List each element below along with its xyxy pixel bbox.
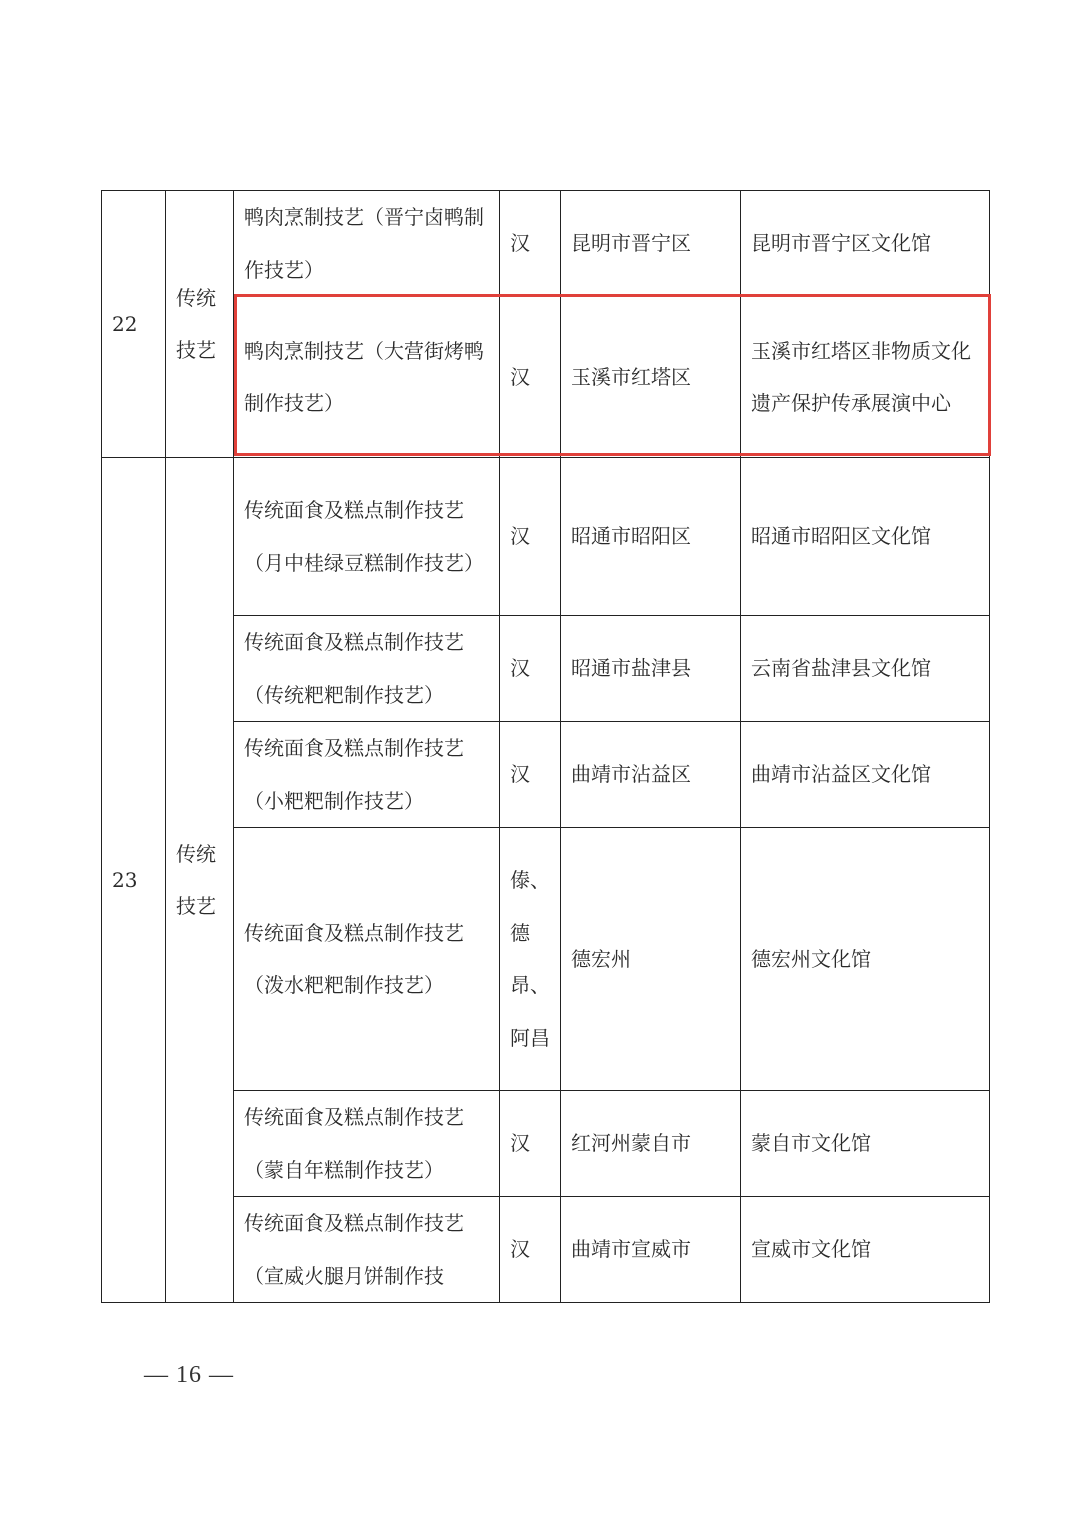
table-row <box>102 616 990 722</box>
project-name: 传统面食及糕点制作技艺（宣威火腿月饼制作技 <box>234 1197 500 1303</box>
unit-cell: 德宏州文化馆 <box>741 828 990 1091</box>
ethnicity-cell: 汉 <box>500 1091 561 1197</box>
unit-cell: 玉溪市红塔区非物质文化遗产保护传承展演中心 <box>741 297 990 458</box>
table-row <box>102 828 990 1091</box>
region-cell: 曲靖市宣威市 <box>561 1197 741 1303</box>
project-name: 传统面食及糕点制作技艺（月中桂绿豆糕制作技艺） <box>234 458 500 616</box>
category-cell: 传统技艺 <box>166 458 234 1303</box>
category-cell: 传统技艺 <box>166 191 234 458</box>
project-name: 鸭肉烹制技艺（大营街烤鸭制作技艺） <box>234 297 500 458</box>
ethnicity-cell: 汉 <box>500 1197 561 1303</box>
region-cell: 昆明市晋宁区 <box>561 191 741 297</box>
item-number: 22 <box>102 191 166 458</box>
table-row <box>102 1091 990 1197</box>
unit-cell: 昆明市晋宁区文化馆 <box>741 191 990 297</box>
ethnicity-cell: 汉 <box>500 297 561 458</box>
unit-cell: 曲靖市沾益区文化馆 <box>741 722 990 828</box>
table-row <box>102 458 990 616</box>
region-cell: 昭通市昭阳区 <box>561 458 741 616</box>
region-cell: 德宏州 <box>561 828 741 1091</box>
table-row <box>102 722 990 828</box>
unit-cell: 云南省盐津县文化馆 <box>741 616 990 722</box>
table-row <box>102 297 990 458</box>
region-cell: 红河州蒙自市 <box>561 1091 741 1197</box>
project-name: 传统面食及糕点制作技艺（泼水粑粑制作技艺） <box>234 828 500 1091</box>
region-cell: 曲靖市沾益区 <box>561 722 741 828</box>
ethnicity-cell: 傣、德昂、阿昌 <box>500 828 561 1091</box>
unit-cell: 宣威市文化馆 <box>741 1197 990 1303</box>
project-name: 传统面食及糕点制作技艺（蒙自年糕制作技艺） <box>234 1091 500 1197</box>
item-number: 23 <box>102 458 166 1303</box>
table-row <box>102 1197 990 1303</box>
ethnicity-cell: 汉 <box>500 616 561 722</box>
heritage-list-table <box>101 190 990 1303</box>
region-cell: 昭通市盐津县 <box>561 616 741 722</box>
ethnicity-cell: 汉 <box>500 458 561 616</box>
project-name: 传统面食及糕点制作技艺（小粑粑制作技艺） <box>234 722 500 828</box>
ethnicity-cell: 汉 <box>500 722 561 828</box>
table-row <box>102 191 990 297</box>
project-name: 传统面食及糕点制作技艺（传统粑粑制作技艺） <box>234 616 500 722</box>
page-number: — 16 — <box>144 1362 234 1388</box>
project-name: 鸭肉烹制技艺（晋宁卤鸭制作技艺） <box>234 191 500 297</box>
region-cell: 玉溪市红塔区 <box>561 297 741 458</box>
unit-cell: 蒙自市文化馆 <box>741 1091 990 1197</box>
ethnicity-cell: 汉 <box>500 191 561 297</box>
unit-cell: 昭通市昭阳区文化馆 <box>741 458 990 616</box>
